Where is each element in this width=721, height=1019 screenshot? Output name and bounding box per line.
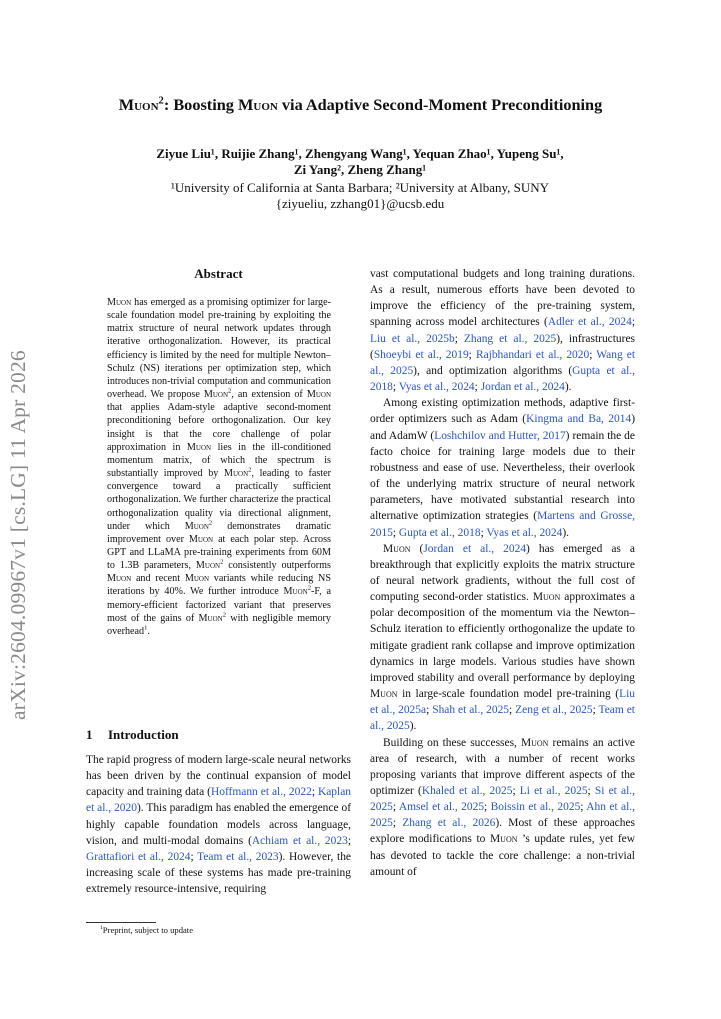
text-run: ), and optimization algorithms ( — [413, 364, 573, 377]
muon-name: Muon — [184, 520, 209, 532]
muon-name: Muon — [383, 542, 411, 555]
section-number: 1 — [86, 727, 93, 742]
text-run: ), infrastructures ( — [370, 332, 635, 361]
citation-link[interactable]: Adler et al., 2024 — [547, 316, 632, 329]
text-run: ). This paradigm has enabled the emergence of highly capable foundation models across language, vision, and multi-modal domains ( — [86, 802, 351, 847]
muon-name: Muon — [283, 586, 308, 598]
citation-link[interactable]: Martens and Grosse, 2015 — [370, 510, 635, 539]
text-run: ). However, the increasing scale of these systems has made pre-training extremely resource-intensive, requiring — [86, 850, 351, 896]
muon-name: Muon — [370, 688, 398, 701]
citation-link[interactable]: Zhang et al., 2025 — [463, 332, 557, 345]
citation-link[interactable]: Ahn et al., 2025 — [370, 801, 636, 830]
text-run: ; — [512, 785, 520, 797]
text-run: consistently outperforms — [223, 560, 331, 572]
author-line-1: Ziyue Liu¹, Ruijie Zhang¹, Zhengyang Wang¹, Yequan Zhao¹, Yupeng Su¹, — [156, 146, 564, 161]
right-column-text — [370, 266, 635, 880]
footnote-mark: 1 — [100, 925, 103, 932]
intro-paragraph-2 — [370, 395, 635, 540]
text-run: The rapid progress of modern large-scale neural networks has been driven by the continual expansion of model capacity and training data ( — [86, 754, 351, 799]
text-run: at each polar step. Across GPT and LLaMA pre-training experiments from 60M to 1.3B parameters, — [107, 533, 331, 572]
citation-link[interactable]: Vyas et al., 2024 — [398, 381, 475, 394]
text-run: vast computational budgets and long training durations. As a result, numerous efforts have been devoted to improve the efficiency of the pre-training system, spanning across model architectures ( — [370, 268, 635, 329]
section-heading-introduction — [86, 727, 179, 743]
text-run: ). — [564, 381, 572, 394]
text-run: ) has emerged as a breakthrough that explicitly exploits the matrix structure of neural network gradients, without the full cost of computing second-order statistics. — [370, 542, 635, 604]
text-run: ; — [587, 785, 595, 797]
text-run: ; — [392, 526, 399, 539]
text-run: lies in the ill-conditioned momentum matrix, of which the spectrum is substantially improved by — [107, 441, 331, 480]
citation-link[interactable]: Zhang et al., 2026 — [402, 817, 496, 830]
title-rest: via Adaptive Second-Moment Preconditioning — [277, 95, 603, 114]
text-run: ; — [580, 801, 587, 814]
title-superscript: 2 — [158, 95, 164, 107]
muon-name: Muon — [223, 468, 249, 480]
text-run: ; — [484, 801, 491, 814]
section-title: Introduction — [108, 727, 179, 742]
muon-name: Muon — [188, 533, 214, 545]
citation-link[interactable]: Jordan et al., 2024 — [423, 542, 527, 555]
text-run: ; — [631, 316, 635, 329]
text-run: Building on these successes, — [383, 736, 521, 749]
text-run: has emerged as a promising optimizer for large-scale foundation model pre-training by exploiting the matrix structure of neural network updates through iterative orthogonalization. However, its practical efficiency is limited by the need for multiple Newton–Schulz (NS) iterations per optimization step, which introduces non-trivial computation and communication overhead. We propose — [107, 297, 331, 401]
citation-link[interactable]: Li et al., 2025 — [519, 785, 588, 797]
citation-link[interactable]: Achiam et al., 2023 — [251, 834, 348, 847]
title-mid: : Boosting — [163, 95, 239, 114]
text-run: ’s update rules, yet few has devoted to tackle the core challenge: a non-trivial amount of — [370, 833, 636, 878]
superscript: 2 — [248, 466, 252, 474]
muon-name: Muon — [186, 441, 212, 453]
text-run: ). Most of these approaches explore modifications to — [370, 817, 635, 846]
muon-name: Muon — [195, 560, 221, 572]
text-run: approximates a polar decomposition of the momentum via the Newton–Schulz iteration to efficiently orthogonalize the update to mitigate gradient rank collapse and improve optimization dynamics in large models. Various studies have shown improved stability and overall performance by deploying — [370, 591, 635, 684]
muon-name: Muon — [520, 736, 549, 749]
intro-paragraph-4 — [370, 735, 635, 880]
intro-paragraph-3 — [370, 541, 635, 735]
text-run: with negligible memory overhead — [107, 612, 331, 637]
muon-name: Muon — [184, 573, 209, 585]
text-run: ; — [474, 381, 481, 394]
arxiv-identifier-stamp: arXiv:2604.09967v1 [cs.LG] 11 Apr 2026 — [6, 350, 30, 720]
affiliations — [60, 180, 660, 212]
text-run: , an extension of — [231, 389, 307, 401]
citation-link[interactable]: Grattafiori et al., 2024 — [86, 850, 191, 863]
muon-name: Muon — [198, 612, 223, 624]
muon-name: Muon — [107, 297, 132, 308]
text-run: ; — [392, 817, 403, 830]
superscript: 1 — [144, 624, 148, 632]
citation-link[interactable]: Loshchilov and Hutter, 2017 — [434, 429, 566, 442]
text-run: ; — [392, 381, 399, 394]
text-run: ; — [392, 801, 399, 814]
superscript: 2 — [222, 611, 227, 619]
text-run: ) and AdamW ( — [370, 413, 635, 442]
abstract-paragraph — [107, 296, 331, 638]
citation-link[interactable]: Wang et al., 2025 — [370, 348, 635, 377]
footnote-rule — [86, 922, 156, 923]
affiliation-line: ¹University of California at Santa Barbara; ²University at Albany, SUNY — [170, 180, 550, 195]
muon-name: Muon — [306, 389, 332, 401]
citation-link[interactable]: Shoeybi et al., 2019 — [373, 348, 469, 361]
superscript: 2 — [220, 558, 224, 566]
footnote-text: Preprint, subject to update — [102, 925, 194, 935]
text-run: ; — [426, 704, 433, 717]
text-run: -F, a memory-efficient factorized variant that preserves most of the gains of — [107, 586, 331, 624]
author-list — [80, 146, 640, 178]
abstract-heading: Abstract — [194, 266, 243, 281]
superscript: 2 — [307, 585, 311, 593]
muon-name: Muon — [107, 573, 132, 585]
text-run: and recent — [131, 573, 185, 585]
text-run: ; — [347, 834, 351, 847]
contact-emails: {ziyueliu, zzhang01}@ucsb.edu — [275, 196, 445, 211]
text-run: ; — [311, 786, 318, 799]
superscript: 2 — [208, 519, 213, 527]
author-line-2: Zi Yang², Zheng Zhang¹ — [293, 162, 427, 177]
muon-name: Muon — [490, 833, 518, 846]
citation-link[interactable]: Gupta et al., 2018 — [398, 526, 481, 539]
text-run: , leading to faster convergence toward a practically sufficient orthogonalization. We further characterize the practical orthogonalization quality via directional alignment, under which — [107, 468, 331, 532]
text-run: . — [147, 625, 150, 637]
text-run: ( — [410, 542, 424, 555]
intro-paragraph-1 — [86, 752, 351, 897]
text-run: Among existing optimization methods, adaptive first-order optimizers such as Adam ( — [370, 397, 635, 426]
text-run: demonstrates dramatic improvement over — [107, 520, 331, 545]
citation-link[interactable]: Si et al., 2025 — [370, 785, 635, 814]
text-run: ; — [190, 850, 198, 863]
citation-link[interactable]: Kaplan et al., 2020 — [86, 786, 351, 815]
text-run: ; — [468, 348, 476, 361]
text-run: ; — [589, 348, 597, 361]
abstract-body — [107, 296, 331, 638]
citation-link[interactable]: Gupta et al., 2018 — [370, 364, 635, 394]
text-run: that applies Adam-style adaptive second-moment preconditioning before orthogonalization. Our key insight is that the core challenge of polar approximation in — [107, 402, 331, 453]
citation-link[interactable]: Rajbhandari et al., 2020 — [475, 348, 590, 361]
text-run: remains an active area of research, with a number of recent works proposing variants that improve different aspects of the optimizer ( — [370, 736, 635, 797]
paper-title — [0, 95, 721, 115]
text-run: ). — [562, 526, 569, 539]
citation-link[interactable]: Khaled et al., 2025 — [421, 785, 513, 797]
text-run: in large-scale foundation model pre-training ( — [397, 688, 620, 701]
text-run: ; — [509, 704, 516, 717]
citation-link[interactable]: Zeng et al., 2025 — [515, 704, 593, 717]
citation-link[interactable]: Hoffmann et al., 2022 — [210, 786, 312, 799]
citation-link[interactable]: Boissin et al., 2025 — [490, 801, 581, 814]
text-run: ; — [592, 704, 599, 717]
text-run: ; — [480, 526, 487, 539]
title-muon-b: Muon — [238, 95, 278, 114]
intro-paragraph-1-cont — [370, 266, 635, 395]
citation-link[interactable]: Liu et al., 2025a — [370, 688, 635, 717]
intro-left-column — [86, 752, 351, 897]
text-run: ; — [454, 332, 464, 345]
text-run: ) remain the de facto choice for training large models due to their robustness and ease of use. Nevertheless, their overlook of the underlying matrix structure of neural network parameters, have motivated substantial research into alternative optimization strategies ( — [370, 429, 635, 523]
footnote — [100, 925, 193, 936]
text-run: ). — [409, 720, 417, 733]
muon-name: Muon — [203, 389, 229, 401]
citation-link[interactable]: Vyas et al., 2024 — [486, 526, 563, 539]
citation-link[interactable]: Team et al., 2023 — [197, 850, 279, 863]
citation-link[interactable]: Liu et al., 2025b — [370, 332, 455, 345]
citation-link[interactable]: Jordan et al., 2024 — [480, 381, 565, 394]
citation-link[interactable]: Amsel et al., 2025 — [398, 801, 485, 814]
title-muon-a: Muon — [118, 95, 159, 114]
text-run: variants while reducing NS iterations by 40%. We further introduce — [107, 573, 331, 598]
citation-link[interactable]: Shah et al., 2025 — [432, 704, 510, 717]
superscript: 2 — [228, 387, 232, 395]
citation-link[interactable]: Team et al., 2025 — [370, 704, 635, 733]
muon-name: Muon — [532, 591, 561, 604]
citation-link[interactable]: Kingma and Ba, 2014 — [526, 413, 632, 426]
